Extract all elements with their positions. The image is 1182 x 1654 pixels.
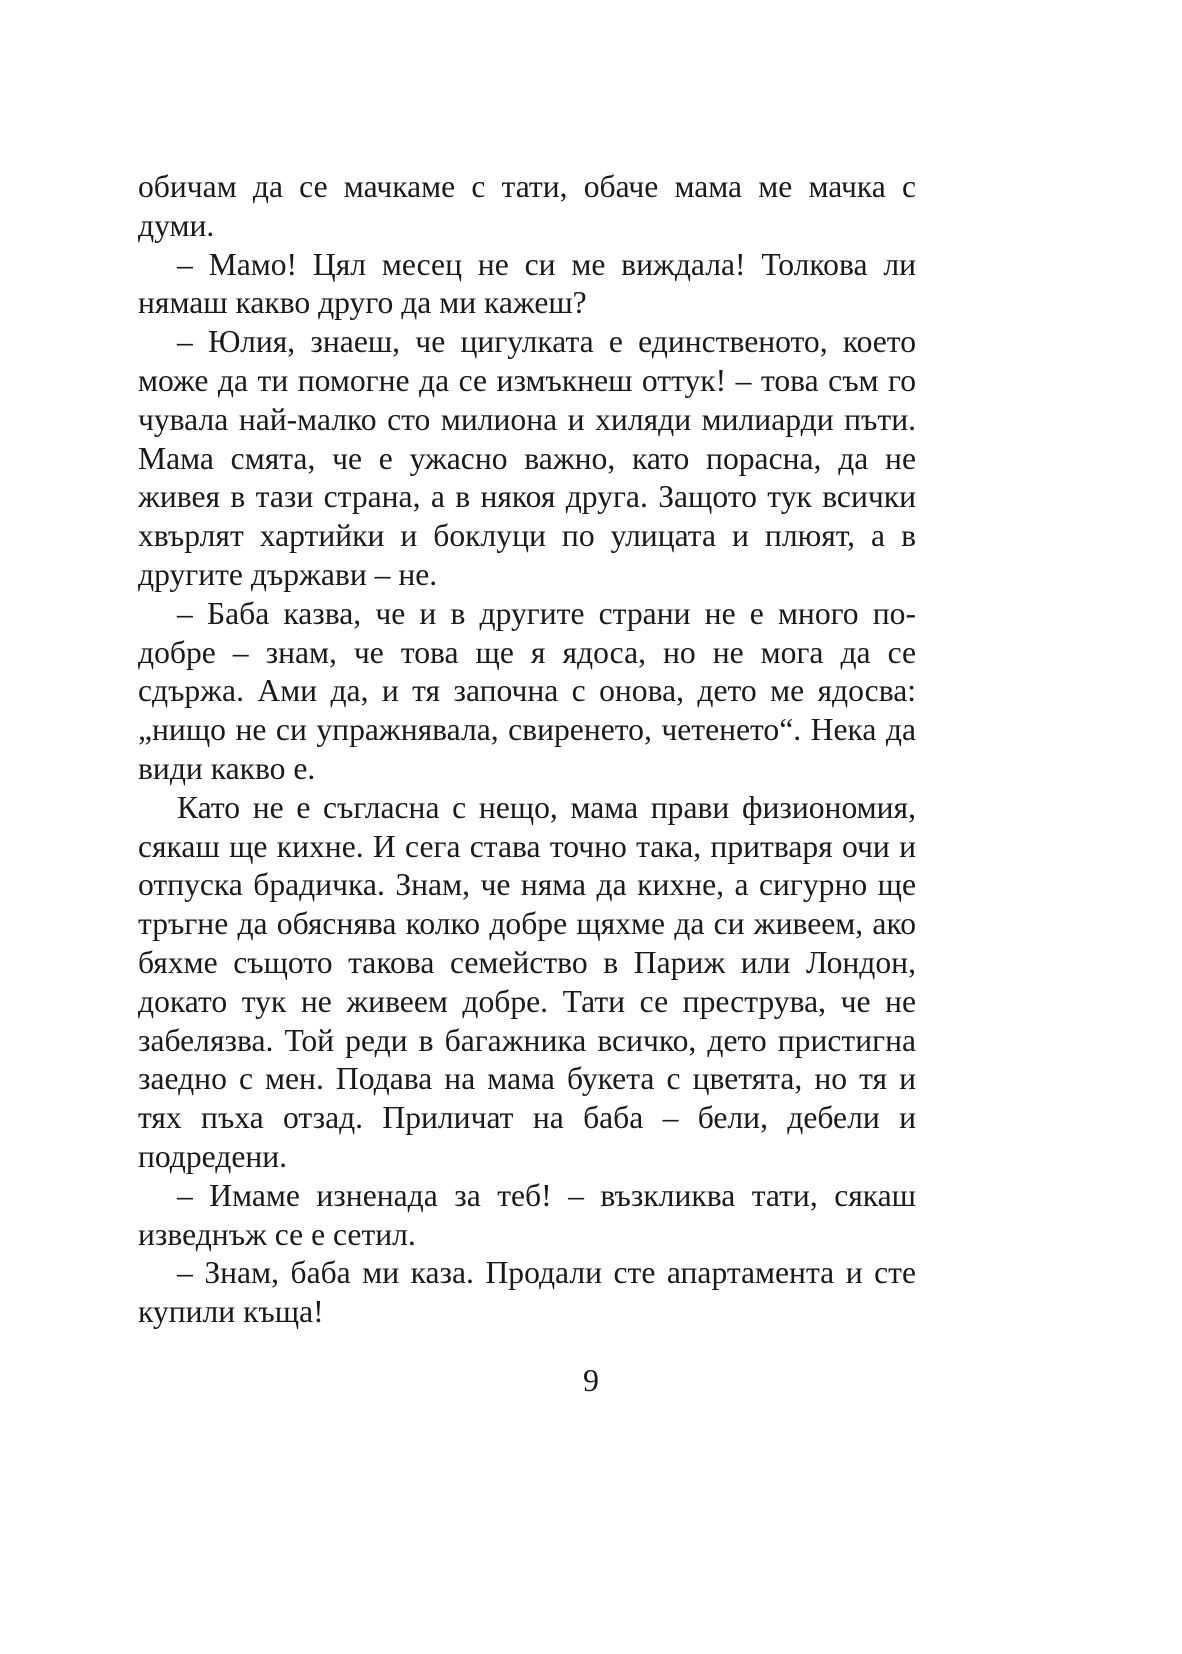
paragraph-3: – Юлия, знаеш, че цигулката е единственото, което може да ти помогне да се измъкнеш оттук! – това съм го чувала най-малко сто милиона и хиляди милиарди пъти. Мама смята, че е ужасно важно, като порасна, да не живея в тази страна, а в някоя друга. Защото тук всички хвърлят хартийки и боклуци по улицата и плюят, а в другите държави – не.: [138, 324, 916, 592]
paragraph-1: обичам да се мачкаме с тати, обаче мама ме мачка с думи.: [138, 169, 916, 243]
page-number: 9: [583, 1362, 599, 1398]
paragraph-5: Като не е съгласна с нещо, мама прави физиономия, сякаш ще кихне. И сега става точно така, притваря очи и отпуска брадичка. Знам, че няма да кихне, а сигурно ще тръгне да обяснява колко добре щяхме да си живеем, ако бяхме същото такова семейство в Париж или Лондон, докато тук не живеем добре. Тати се преструва, че не забелязва. Той реди в багажника всичко, дето пристигна заедно с мен. Подава на мама букета с цветята, но тя и тях пъха отзад. Приличат на баба – бели, дебели и подредени.: [138, 789, 916, 1174]
body-text: [138, 168, 916, 1332]
paragraph-4: – Баба казва, че и в другите страни не е много по-добре – знам, че това ще я ядоса, но не мога да се сдържа. Ами да, и тя започна с онова, дето ме ядосва: „нищо не си упражнявала, свиренето, четенето“. Нека да види какво е.: [138, 595, 916, 786]
paragraph-6: – Имаме изненада за теб! – възкликва тати, сякаш изведнъж се е сетил.: [138, 1177, 916, 1252]
paragraph-2: – Мамо! Цял месец не си ме виждала! Толкова ли нямаш какво друго да ми кажеш?: [138, 246, 916, 321]
paragraph-7: – Знам, баба ми каза. Продали сте апартамента и сте купили къща!: [138, 1255, 916, 1330]
